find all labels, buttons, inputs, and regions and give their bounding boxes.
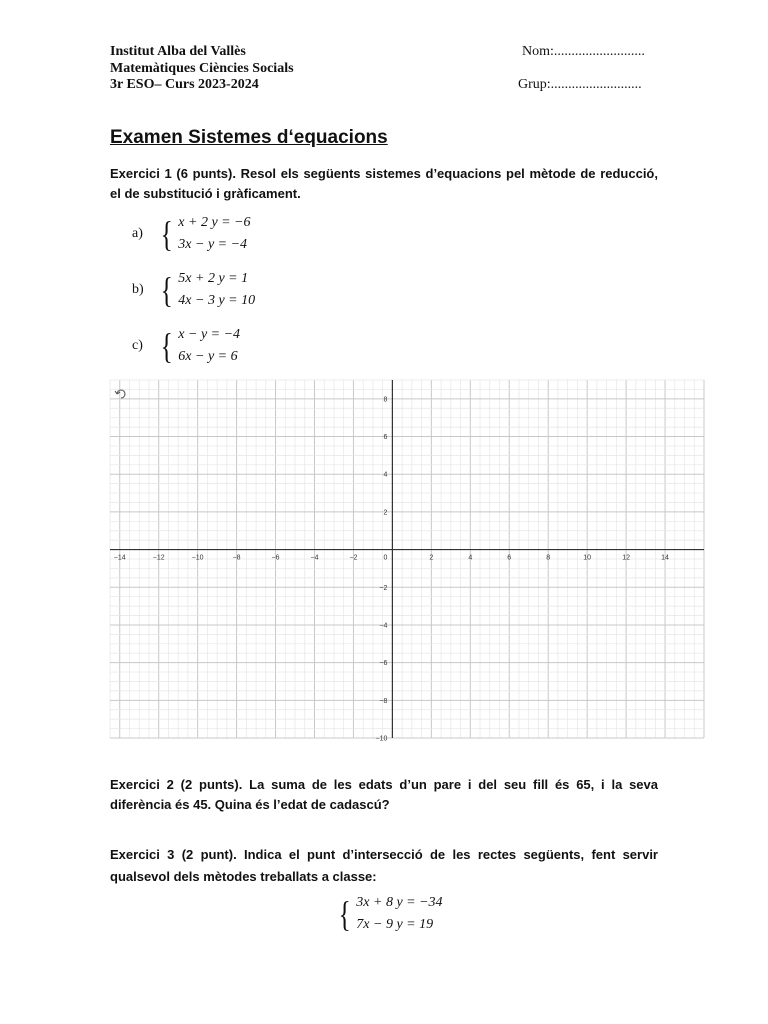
y-tick-label: 8 [383,396,388,404]
system-exercise-3 [336,892,443,936]
y-tick-label: 6 [383,434,388,442]
y-tick-label: 4 [383,471,388,479]
system-a [132,212,251,256]
course-name: 3r ESO– Curs 2023-2024 [110,77,259,92]
brace-icon: { [160,214,173,254]
brace-icon: { [160,270,173,310]
x-tick-label: −14 [113,554,126,562]
x-tick-label: 12 [622,554,630,562]
x-tick-label: 10 [583,554,592,562]
x-tick-label: −6 [271,554,280,562]
y-tick-label: −8 [379,697,388,705]
x-tick-label: 8 [546,554,551,562]
x-tick-label: 4 [468,554,473,562]
system-label: c) [132,338,143,353]
system-b [132,268,255,312]
y-tick-label: −2 [379,584,388,592]
exercise-2-text: Exercici 2 (2 punts). La suma de les edats d’un pare i del seu fill és 65, i la seva diferència és 45. Quina és l’edat de cadascú? [110,777,658,812]
equation: 7x − 9 y = 19 [356,917,434,932]
name-field[interactable]: Nom:.......................... [522,44,645,59]
system-label: b) [132,282,144,297]
x-tick-label: 14 [661,554,669,562]
x-tick-label: −8 [232,554,241,562]
equation: 6x − y = 6 [178,349,238,364]
equation: 5x + 2 y = 1 [178,271,249,286]
x-tick-label: −4 [310,554,319,562]
coordinate-grid[interactable] [110,380,704,743]
y-tick-label: 2 [383,509,388,517]
x-tick-label: −10 [191,554,204,562]
page-title: Examen Sistemes d‘equacions [110,127,388,148]
equation: x + 2 y = −6 [178,215,251,230]
exercise-1-text: Exercici 1 (6 punts). Resol els següents sistemes d’equacions pel mètode de reducció, el de substitució i gràficament. [110,166,658,201]
equation: x − y = −4 [178,327,241,342]
equation: 3x − y = −4 [178,237,248,252]
y-tick-label: −4 [379,622,388,630]
x-tick-label: 6 [507,554,512,562]
brace-icon: { [338,894,351,934]
y-tick-label: −6 [379,660,388,668]
exercise-3-text: Exercici 3 (2 punt). Indica el punt d’intersecció de les rectes següents, fent servir qualsevol dels mètodes treballats a classe: [110,847,658,884]
system-c [132,324,240,368]
equation: 3x + 8 y = −34 [356,895,443,910]
group-field[interactable]: Grup:.......................... [518,77,642,92]
school-name: Institut Alba del Vallès [110,44,246,59]
equation: 4x − 3 y = 10 [178,293,256,308]
x-tick-label: −2 [349,554,358,562]
subject-name: Matemàtiques Ciències Socials [110,61,294,76]
brace-icon: { [160,326,173,366]
x-tick-label: −12 [152,554,165,562]
x-tick-label: 2 [429,554,434,562]
x-tick-label: 0 [383,554,388,562]
system-label: a) [132,226,143,241]
y-tick-label: −10 [375,735,388,743]
